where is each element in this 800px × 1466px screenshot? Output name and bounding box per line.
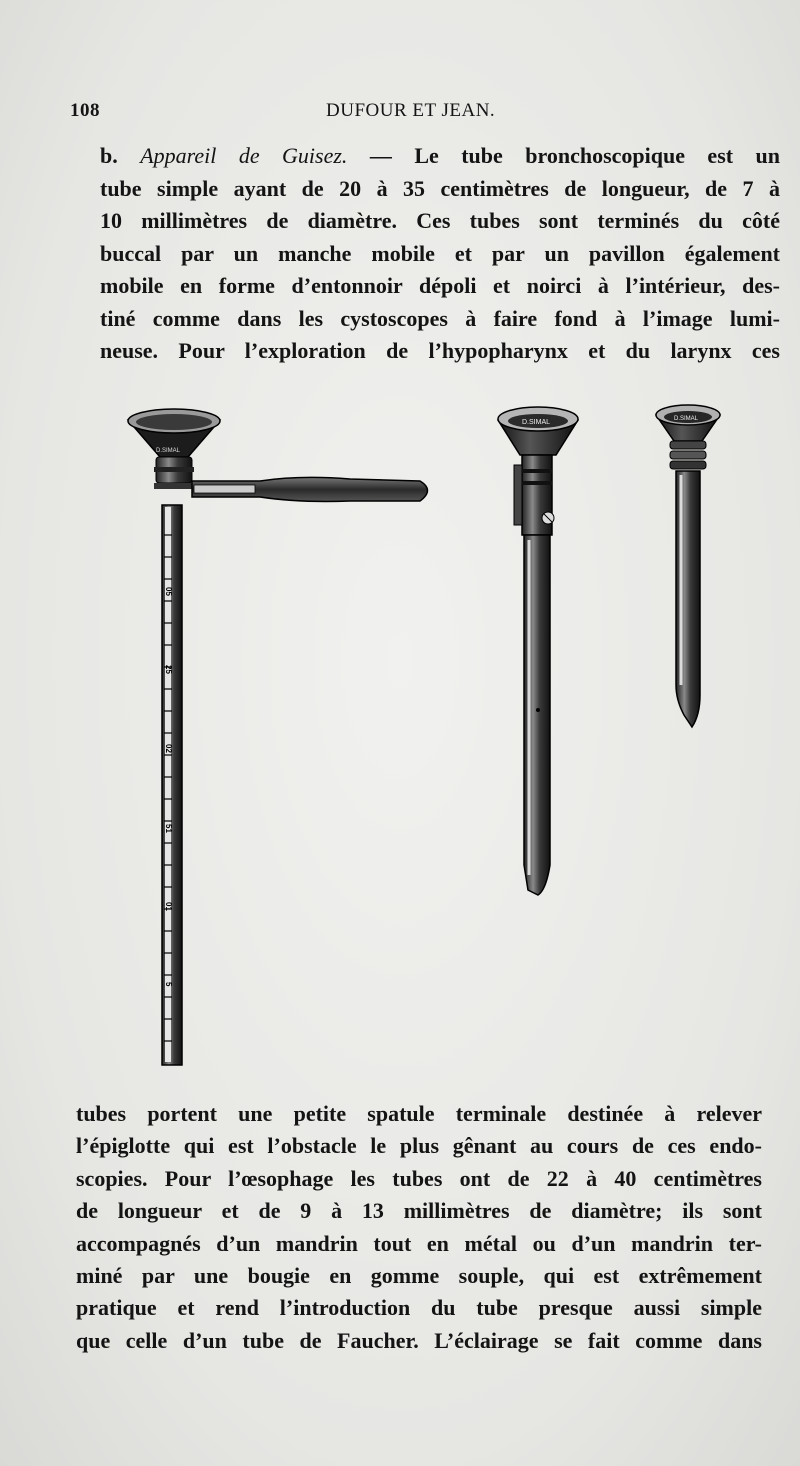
- instruments-illustration: [110, 395, 750, 1085]
- running-title: DUFOUR ET JEAN.: [326, 100, 496, 121]
- text-line: tiné comme dans les cystoscopes à faire fond à l’image lumi-: [100, 305, 780, 331]
- text-line: mobile en forme d’entonnoir dépoli et noirci à l’intérieur, des-: [100, 273, 780, 298]
- text-span: — Le tube bronchoscopique est un: [347, 143, 781, 168]
- text-line: miné par une bougie en gomme souple, qui est extrêmement: [76, 1263, 762, 1289]
- scale-mark: 02: [164, 744, 173, 753]
- text-line: tubes portent une petite spatule terminale destinée à relever: [76, 1101, 762, 1126]
- text-line: 10 millimètres de diamètre. Ces tubes sont terminés du côté: [100, 208, 780, 233]
- scale-mark: 25: [164, 665, 173, 674]
- instrument-stamp: D.SIMAL: [522, 419, 551, 426]
- laryngoscope-tube-icon: [656, 405, 720, 727]
- text-line: que celle d’un tube de Faucher. L’éclairage se fait comme dans: [76, 1327, 762, 1353]
- paragraph-bottom: [76, 1098, 762, 1357]
- text-line: de longueur et de 9 à 13 millimètres de diamètre; ils sont: [76, 1198, 762, 1224]
- text-line: neuse. Pour l’exploration de l’hypopharynx et du larynx ces: [100, 338, 780, 363]
- section-title: Appareil de Guisez.: [140, 143, 348, 168]
- oesophagoscope-tube-icon: [498, 407, 578, 895]
- instrument-stamp: D.SIMAL: [156, 448, 181, 454]
- instruments-figure: [110, 395, 750, 1085]
- scale-mark: 51: [164, 824, 173, 833]
- page-number: 108: [70, 100, 100, 121]
- paragraph-top: [68, 140, 780, 368]
- scale-mark: 05: [164, 587, 173, 596]
- bronchoscope-tube-icon: [128, 409, 428, 1065]
- text-line: [68, 140, 780, 173]
- section-label: b.: [100, 143, 118, 168]
- running-head: [70, 100, 630, 130]
- text-line: scopies. Pour l’œsophage les tubes ont de 22 à 40 centimètres: [76, 1165, 762, 1191]
- text-line: pratique et rend l’introduction du tube presque aussi simple: [76, 1295, 762, 1321]
- text-line: buccal par un manche mobile et par un pavillon également: [100, 240, 780, 266]
- text-line: accompagnés d’un mandrin tout en métal ou d’un mandrin ter-: [76, 1230, 762, 1256]
- instrument-stamp: D.SIMAL: [674, 416, 699, 422]
- scale-mark: 5: [164, 982, 173, 987]
- text-line: tube simple ayant de 20 à 35 centimètres de longueur, de 7 à: [100, 175, 780, 201]
- text-line: l’épiglotte qui est l’obstacle le plus gênant au cours de ces endo-: [76, 1133, 762, 1159]
- scale-mark: 01: [164, 902, 173, 911]
